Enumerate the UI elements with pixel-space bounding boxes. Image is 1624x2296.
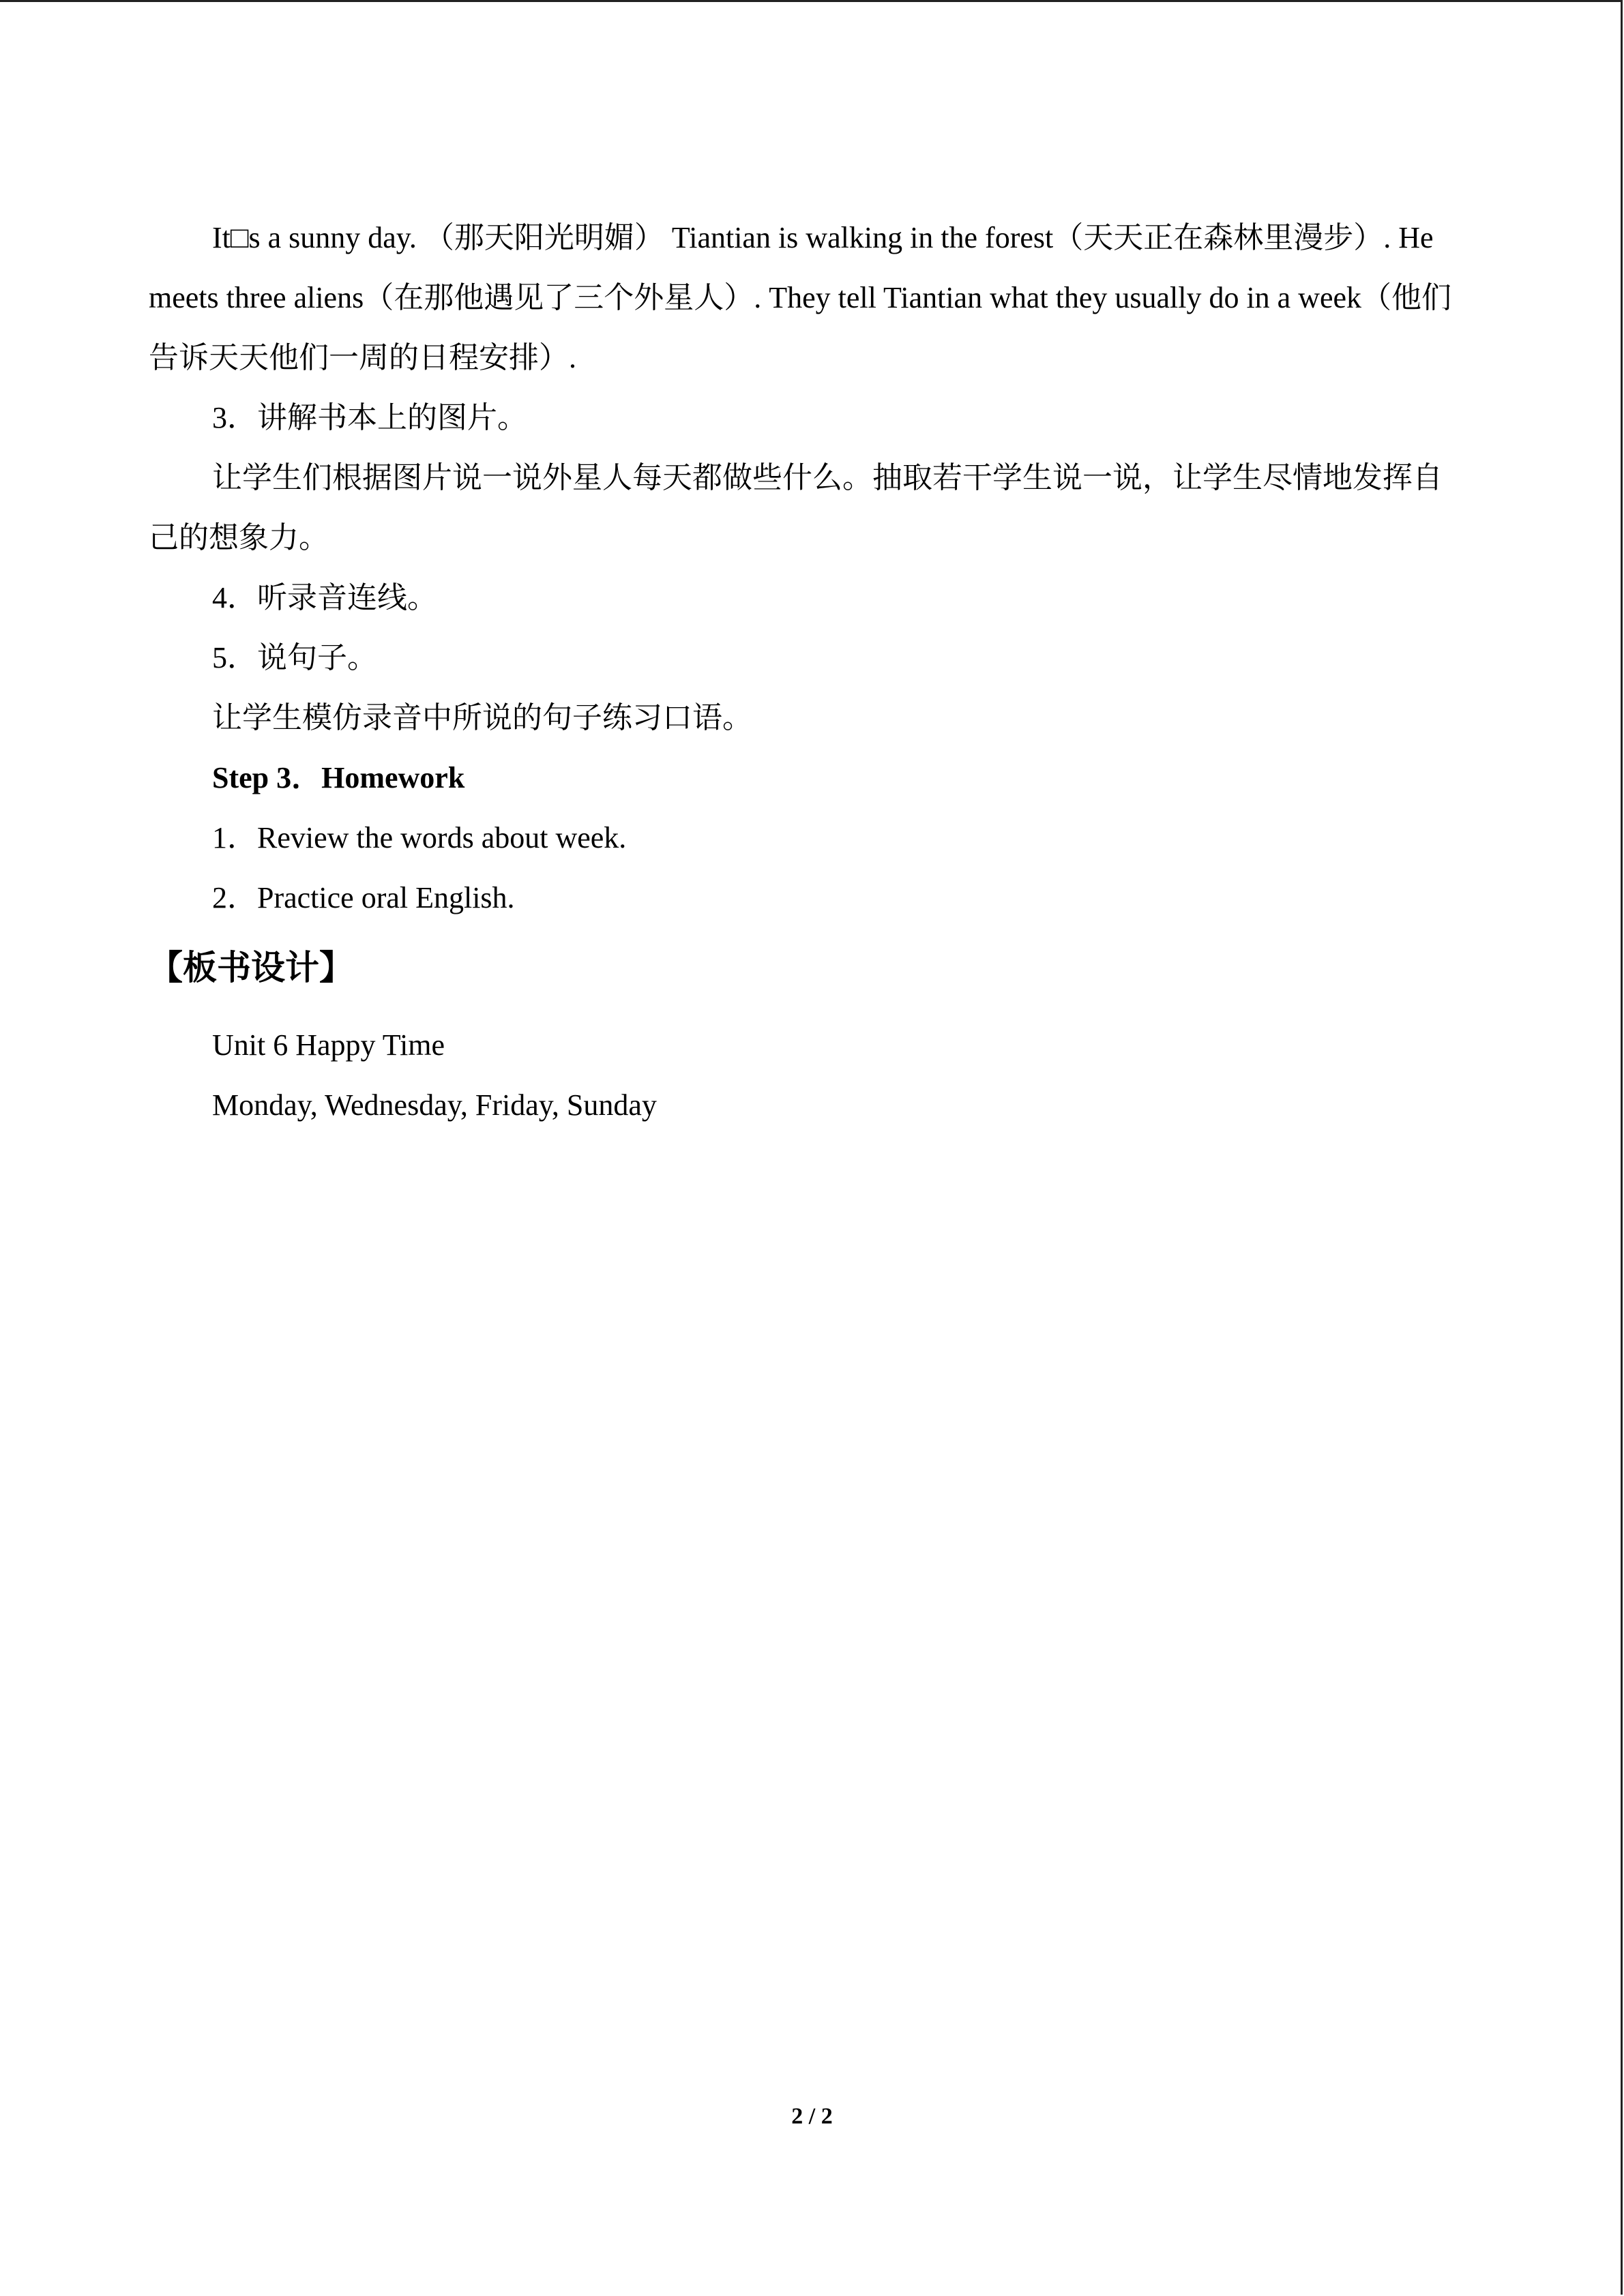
page-number: 2 / 2	[791, 2104, 833, 2129]
story-paragraph: It□s a sunny day. （那天阳光明媚） Tiantian is walking in the forest（天天正在森林里漫步）. He meets three aliens（在那他遇见了三个外星人）. They tell Tiantian what they usually do in a week（他们告诉天天他们一周的日程安排）.	[149, 221, 1452, 374]
document-body	[149, 208, 1472, 1135]
homework-item-1: 1．Review the words about week.	[212, 821, 627, 854]
instruction-paragraph: 让学生们根据图片说一说外星人每天都做些什么。抽取若干学生说一说，让学生尽情地发挥自己的想象力。	[149, 461, 1443, 554]
board-design-title: Unit 6 Happy Time	[212, 1028, 445, 1062]
board-design-days: Monday, Wednesday, Friday, Sunday	[212, 1088, 657, 1122]
step-item-3: 3．讲解书本上的图片。	[212, 401, 527, 434]
homework-item-2: 2．Practice oral English.	[212, 881, 515, 914]
step-item-4: 4．听录音连线。	[212, 581, 437, 614]
practice-paragraph: 让学生模仿录音中所说的句子练习口语。	[212, 701, 752, 734]
board-design-heading: 【板书设计】	[149, 948, 353, 987]
step3-heading: Step 3．Homework	[212, 761, 465, 794]
step-item-5: 5．说句子。	[212, 641, 377, 674]
